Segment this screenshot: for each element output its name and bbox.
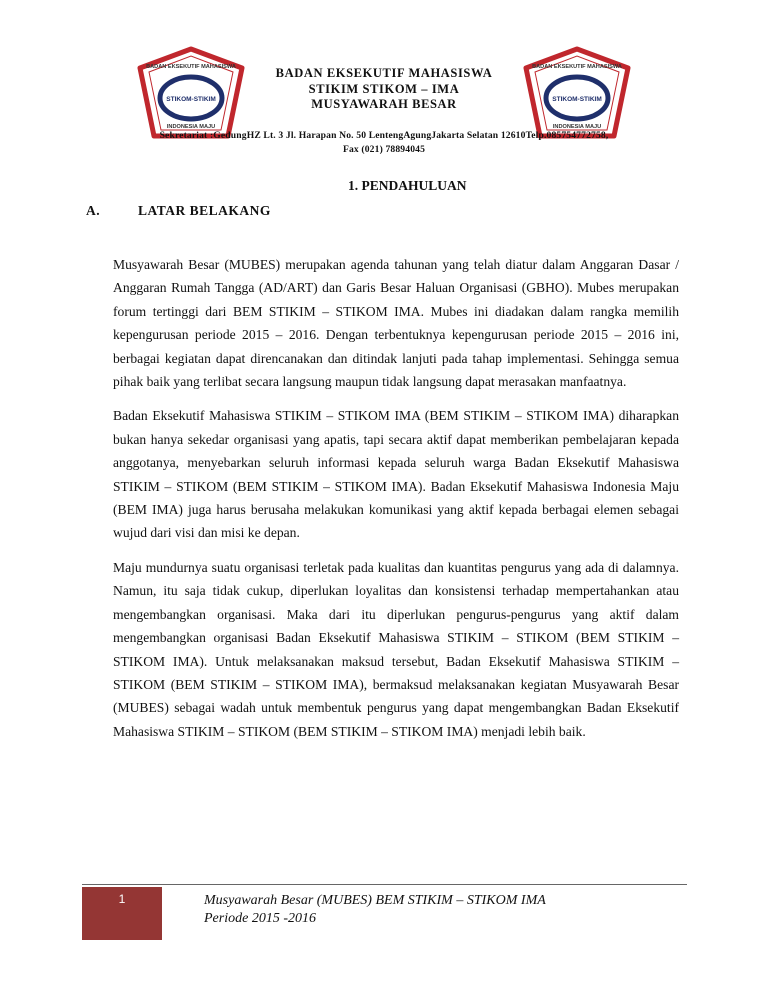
logo-bottom-text: INDONESIA MAJU — [166, 124, 216, 130]
header-line-1: BADAN EKSEKUTIF MAHASISWA — [275, 66, 493, 80]
subsection-title: LATAR BELAKANG — [138, 203, 271, 218]
paragraph-3: Maju mundurnya suatu organisasi terletak pada kualitas dan kuantitas pengurus yang ada di dalamnya. Namun, itu saja tidak cukup, diperlukan loyalitas dan konsistensi terhadap mempertahankan atau mengembangkan organisasi. Maka dari itu diperlukan pengurus-pengurus yang aktif dalam mengembangkan organisasi Badan Eksekutif Mahasiswa STIKIM – STIKOM (BEM STIKIM – STIKOM IMA). Untuk melaksanakan maksud tersebut, Badan Eksekutif Mahasiswa STIKIM – STIKOM (BEM STIKIM – STIKOM IMA), bermaksud melaksanakan kegiatan Musyawarah Besar (MUBES) sebagai wadah untuk membentuk pengurus yang dapat mengembangkan Badan Eksekutif Mahasiswa STIKIM – STIKOM (BEM STIKIM – STIKOM IMA) menjadi lebih baik. — [113, 559, 679, 739]
header-line-3: MUSYAWARAH BESAR — [311, 97, 457, 111]
logo-center-text: STIKOM-STIKIM — [552, 96, 602, 103]
page-number: 1 — [118, 892, 126, 906]
organization-header — [250, 66, 518, 113]
logo-center-text: STIKOM-STIKIM — [166, 96, 216, 103]
body-content — [113, 253, 679, 754]
footer-divider — [82, 884, 687, 885]
section-title: 1. PENDAHULUAN — [348, 178, 467, 193]
header-line-2: STIKIM STIKOM – IMA — [308, 81, 460, 96]
footer-caption — [204, 892, 546, 928]
subsection-number: A. — [86, 203, 101, 218]
logo-bottom-text: INDONESIA MAJU — [552, 124, 602, 130]
page-number-box — [82, 887, 162, 940]
secretariat-address — [100, 129, 668, 157]
page-footer — [82, 884, 687, 940]
footer-line-2: Periode 2015 -2016 — [204, 911, 316, 926]
address-line-1: Sekretariat :GedungHZ Lt. 3 Jl. Harapan No. 50 LentengAgungJakarta Selatan 12610Telp.085754772758, — [159, 130, 609, 141]
footer-line-1: Musyawarah Besar (MUBES) BEM STIKIM – STIKOM IMA — [204, 893, 546, 908]
subsection-heading — [86, 203, 271, 219]
logo-top-text: BADAN EKSEKUTIF MAHASISWA — [532, 64, 622, 70]
paragraph-1: Musyawarah Besar (MUBES) merupakan agenda tahunan yang telah diatur dalam Anggaran Dasar / Anggaran Rumah Tangga (AD/ART) dan Garis Besar Haluan Organisasi (GBHO). Mubes merupakan forum tertinggi dari BEM STIKIM – STIKOM IMA. Mubes ini diadakan dalam rangka memilih kepengurusan periode 2015 – 2016. Dengan terbentuknya kepengurusan periode 2015 – 2016 ini, berbagai kegiatan dapat direncanakan dan ditindak lanjuti pada tahap implementasi. Sehingga semua pihak baik yang terlibat secara langsung maupun tidak langsung dapat merasakan manfaatnya. — [113, 257, 679, 390]
logo-top-text: BADAN EKSEKUTIF MAHASISWA — [146, 64, 236, 70]
address-line-2: Fax (021) 78894045 — [342, 144, 426, 155]
paragraph-2: Badan Eksekutif Mahasiswa STIKIM – STIKOM IMA (BEM STIKIM – STIKOM IMA) diharapkan bukan hanya sekedar organisasi yang apatis, tapi secara aktif dapat memberikan pembelajaran kepada anggotanya, menyebarkan seluruh informasi kepada seluruh warga Badan Eksekutif Mahasiswa STIKIM – STIKOM (BEM STIKIM – STIKOM IMA). Badan Eksekutif Mahasiswa Indonesia Maju (BEM IMA) juga harus berusaha melakukan komunikasi yang aktif kepada berbagai elemen sebagai wujud dari visi dan misi ke depan. — [113, 408, 679, 541]
